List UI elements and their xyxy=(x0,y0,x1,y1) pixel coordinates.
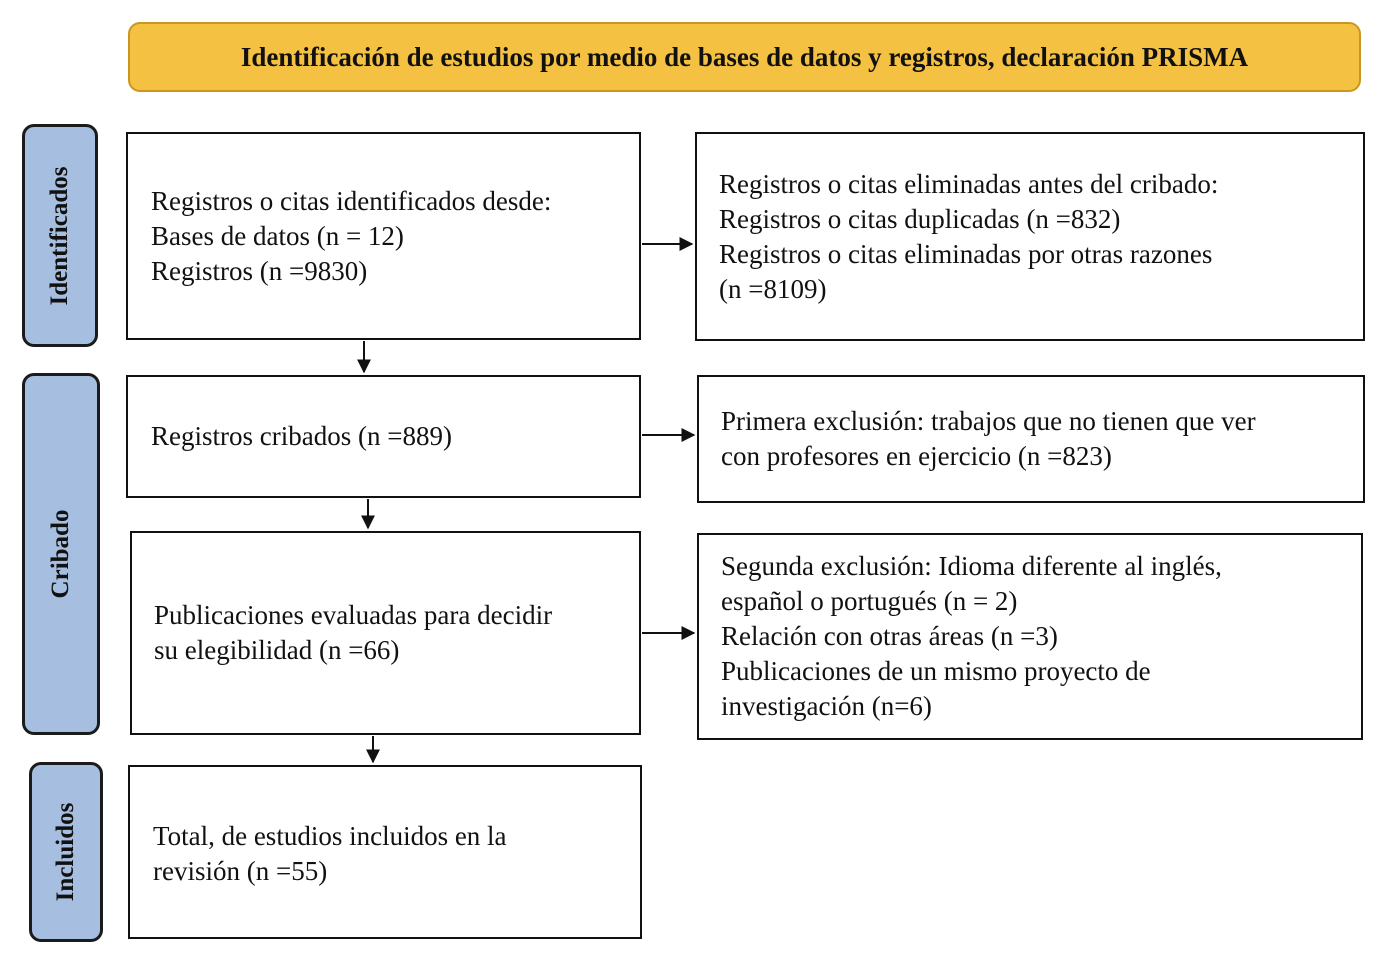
stage-cribado xyxy=(22,373,100,735)
second-exclusion-box xyxy=(697,533,1363,740)
included-line-1: Total, de estudios incluidos en la xyxy=(153,821,507,851)
removed-line-4: (n =8109) xyxy=(719,273,827,304)
stage-incluidos xyxy=(29,762,103,942)
first-exclusion-line-2: con profesores en ejercicio (n =823) xyxy=(721,441,1112,471)
removed-line-2: Registros o citas duplicadas (n =832) xyxy=(719,203,1121,234)
first-exclusion-box xyxy=(697,375,1365,503)
assessed-line-2: su elegibilidad (n =66) xyxy=(154,635,400,665)
removed-line-3: Registros o citas eliminadas por otras razones xyxy=(719,238,1213,269)
second-exclusion-line-3: Relación con otras áreas (n =3) xyxy=(721,621,1058,651)
identified-records-box xyxy=(126,132,641,340)
stage-incluidos-label: Incluidos xyxy=(52,802,79,902)
identified-line-2: Bases de datos (n = 12) xyxy=(151,220,404,251)
removed-records-box xyxy=(695,132,1365,341)
first-exclusion-line-1: Primera exclusión: trabajos que no tienen que ver xyxy=(721,406,1256,436)
identified-line-3: Registros (n =9830) xyxy=(151,255,368,286)
included-studies-box xyxy=(128,765,642,939)
screened-line-1: Registros cribados (n =889) xyxy=(151,421,452,451)
second-exclusion-line-5: investigación (n=6) xyxy=(721,691,932,721)
stage-identificados xyxy=(22,124,98,347)
second-exclusion-line-1: Segunda exclusión: Idioma diferente al inglés, xyxy=(721,551,1222,581)
assessed-line-1: Publicaciones evaluadas para decidir xyxy=(154,600,553,630)
second-exclusion-line-4: Publicaciones de un mismo proyecto de xyxy=(721,656,1151,686)
identified-line-1: Registros o citas identificados desde: xyxy=(151,185,552,216)
stage-cribado-label: Cribado xyxy=(47,509,74,599)
assessed-publications-box xyxy=(130,531,641,735)
screened-records-box xyxy=(126,375,641,498)
included-line-2: revisión (n =55) xyxy=(153,856,328,886)
second-exclusion-line-2: español o portugués (n = 2) xyxy=(721,586,1018,616)
stage-identificados-label: Identificados xyxy=(46,166,73,305)
removed-line-1: Registros o citas eliminadas antes del cribado: xyxy=(719,168,1219,199)
diagram-title: Identificación de estudios por medio de bases de datos y registros, declaración PRISMA xyxy=(128,22,1361,92)
